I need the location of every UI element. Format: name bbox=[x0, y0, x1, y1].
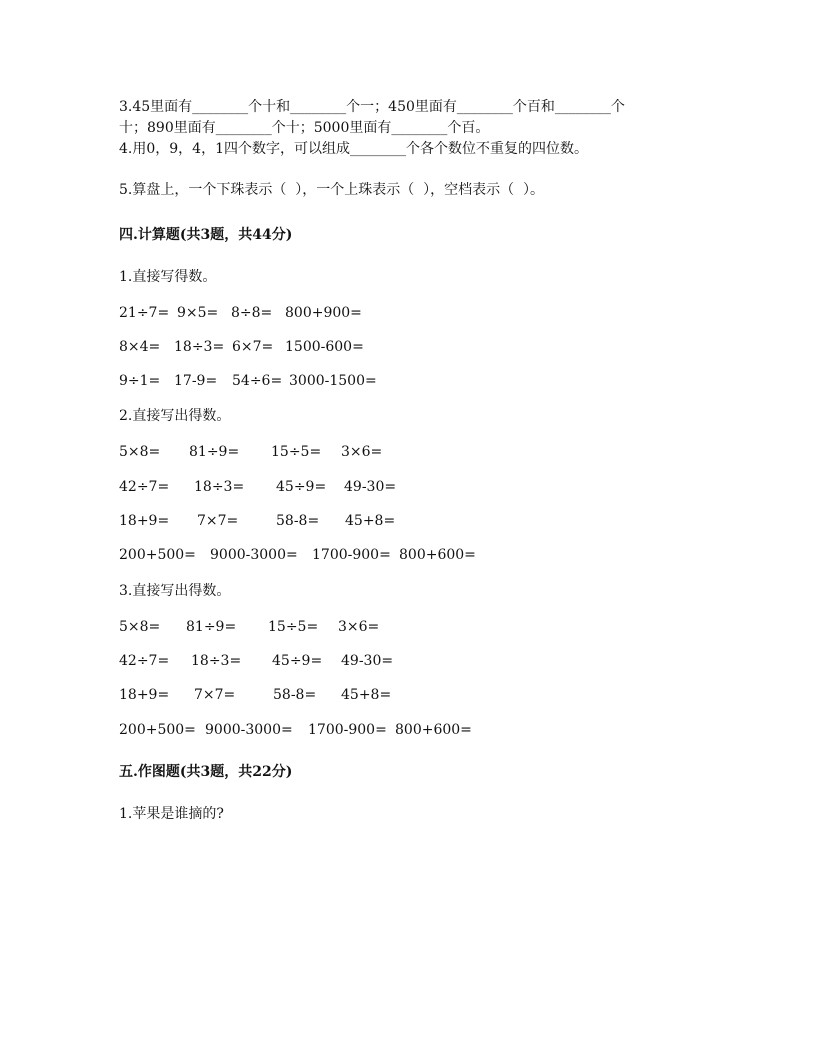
problem: 18+9= bbox=[119, 513, 170, 529]
problem: 800+600= bbox=[399, 547, 476, 563]
q3-line-1: 3.45里面有________个十和________个一；450里面有________个百和________个 bbox=[119, 99, 625, 115]
problem: 42÷7= bbox=[119, 479, 170, 495]
problem: 3000-1500= bbox=[289, 373, 377, 389]
problem: 9÷1= bbox=[119, 373, 161, 389]
problem: 58-8= bbox=[273, 687, 317, 703]
problem: 9000-3000= bbox=[205, 722, 293, 738]
problem: 42÷7= bbox=[119, 653, 170, 669]
problem: 15÷5= bbox=[268, 619, 319, 635]
problem: 18÷3= bbox=[174, 339, 225, 355]
problem: 58-8= bbox=[276, 513, 320, 529]
problem: 800+900= bbox=[285, 305, 362, 321]
problem: 1700-900= bbox=[308, 722, 387, 738]
problem: 49-30= bbox=[341, 653, 394, 669]
problem: 200+500= bbox=[119, 722, 196, 738]
problem: 800+600= bbox=[395, 722, 472, 738]
section4-heading: 四.计算题(共3题，共44分) bbox=[119, 227, 293, 243]
problem: 18÷3= bbox=[191, 653, 242, 669]
problem: 21÷7= bbox=[119, 305, 170, 321]
problem: 9×5= bbox=[177, 305, 219, 321]
problem: 15÷5= bbox=[271, 444, 322, 460]
problem: 1500-600= bbox=[285, 339, 364, 355]
problem: 81÷9= bbox=[186, 619, 237, 635]
problem: 8÷8= bbox=[231, 305, 273, 321]
problem: 45÷9= bbox=[276, 479, 327, 495]
problem: 3×6= bbox=[341, 444, 383, 460]
problem: 49-30= bbox=[344, 479, 397, 495]
problem: 7×7= bbox=[197, 513, 239, 529]
problem: 45÷9= bbox=[272, 653, 323, 669]
problem: 3×6= bbox=[338, 619, 380, 635]
problem: 17-9= bbox=[174, 373, 218, 389]
problem: 18÷3= bbox=[194, 479, 245, 495]
s5-q1-title: 1.苹果是谁摘的? bbox=[119, 806, 224, 822]
problem: 5×8= bbox=[119, 619, 161, 635]
s4-q1-title: 1.直接写得数。 bbox=[119, 269, 217, 285]
problem: 9000-3000= bbox=[210, 547, 298, 563]
problem: 5×8= bbox=[119, 444, 161, 460]
problem: 6×7= bbox=[232, 339, 274, 355]
q5-text: 5.算盘上，一个下珠表示（ ），一个上珠表示（ ），空档表示（ ）。 bbox=[119, 182, 545, 198]
problem: 1700-900= bbox=[312, 547, 391, 563]
problem: 45+8= bbox=[345, 513, 396, 529]
problem: 54÷6= bbox=[232, 373, 283, 389]
problem: 81÷9= bbox=[189, 444, 240, 460]
q4-text: 4.用0，9，4，1四个数字，可以组成________个各个数位不重复的四位数。 bbox=[119, 141, 588, 157]
problem: 8×4= bbox=[119, 339, 161, 355]
problem: 200+500= bbox=[119, 547, 196, 563]
q3-line-2: 十；890里面有________个十；5000里面有________个百。 bbox=[119, 120, 490, 136]
section5-heading: 五.作图题(共3题，共22分) bbox=[119, 764, 293, 780]
s4-q3-title: 3.直接写出得数。 bbox=[119, 583, 231, 599]
problem: 7×7= bbox=[194, 687, 236, 703]
problem: 18+9= bbox=[119, 687, 170, 703]
s4-q2-title: 2.直接写出得数。 bbox=[119, 408, 231, 424]
problem: 45+8= bbox=[341, 687, 392, 703]
